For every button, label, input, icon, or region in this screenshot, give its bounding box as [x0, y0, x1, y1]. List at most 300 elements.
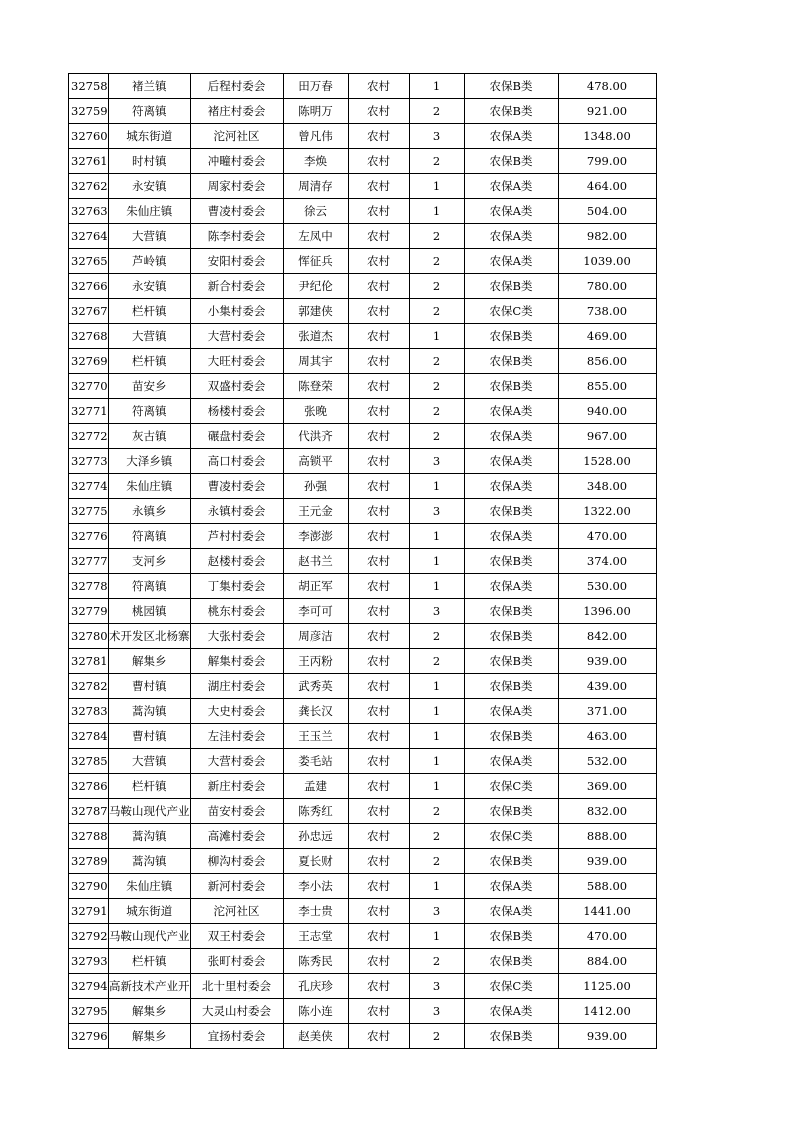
cell-amount: 1348.00	[558, 124, 656, 149]
cell-record-id: 32759	[69, 99, 109, 124]
cell-member-count: 1	[409, 324, 464, 349]
cell-amount: 832.00	[558, 799, 656, 824]
cell-member-count: 2	[409, 824, 464, 849]
cell-insurance-category: 农保A类	[464, 574, 558, 599]
cell-village-committee: 左洼村委会	[190, 724, 283, 749]
cell-member-count: 1	[409, 874, 464, 899]
cell-village-committee: 大营村委会	[190, 324, 283, 349]
cell-village-committee: 赵楼村委会	[190, 549, 283, 574]
table-row	[69, 699, 657, 724]
cell-village-committee: 碾盘村委会	[190, 424, 283, 449]
table-row	[69, 424, 657, 449]
cell-person-name: 李士贵	[283, 899, 348, 924]
cell-town: 曹村镇	[109, 724, 191, 749]
cell-member-count: 2	[409, 149, 464, 174]
cell-record-id: 32769	[69, 349, 109, 374]
cell-member-count: 1	[409, 724, 464, 749]
cell-record-id: 32767	[69, 299, 109, 324]
cell-member-count: 2	[409, 249, 464, 274]
cell-amount: 532.00	[558, 749, 656, 774]
cell-member-count: 2	[409, 649, 464, 674]
cell-household-type: 农村	[348, 349, 409, 374]
cell-town: 栏杆镇	[109, 774, 191, 799]
cell-village-committee: 双盛村委会	[190, 374, 283, 399]
cell-household-type: 农村	[348, 924, 409, 949]
cell-insurance-category: 农保B类	[464, 274, 558, 299]
cell-insurance-category: 农保B类	[464, 74, 558, 99]
cell-person-name: 田万春	[283, 74, 348, 99]
table-row	[69, 274, 657, 299]
cell-person-name: 孟建	[283, 774, 348, 799]
table-row	[69, 174, 657, 199]
cell-insurance-category: 农保A类	[464, 174, 558, 199]
cell-member-count: 1	[409, 549, 464, 574]
cell-town: 城东街道	[109, 899, 191, 924]
table-row	[69, 324, 657, 349]
cell-record-id: 32789	[69, 849, 109, 874]
cell-household-type: 农村	[348, 899, 409, 924]
cell-amount: 1441.00	[558, 899, 656, 924]
cell-member-count: 1	[409, 474, 464, 499]
cell-record-id: 32766	[69, 274, 109, 299]
cell-village-committee: 永镇村委会	[190, 499, 283, 524]
cell-town: 解集乡	[109, 1024, 191, 1049]
cell-household-type: 农村	[348, 474, 409, 499]
cell-person-name: 张道杰	[283, 324, 348, 349]
cell-member-count: 2	[409, 624, 464, 649]
cell-household-type: 农村	[348, 599, 409, 624]
cell-village-committee: 解集村委会	[190, 649, 283, 674]
cell-person-name: 李澎澎	[283, 524, 348, 549]
cell-person-name: 胡正军	[283, 574, 348, 599]
cell-village-committee: 沱河社区	[190, 124, 283, 149]
cell-person-name: 王丙粉	[283, 649, 348, 674]
cell-insurance-category: 农保B类	[464, 1024, 558, 1049]
cell-person-name: 曾凡伟	[283, 124, 348, 149]
cell-village-committee: 小集村委会	[190, 299, 283, 324]
cell-village-committee: 柳沟村委会	[190, 849, 283, 874]
cell-record-id: 32758	[69, 74, 109, 99]
cell-person-name: 郭建侠	[283, 299, 348, 324]
cell-member-count: 2	[409, 799, 464, 824]
cell-town: 芦岭镇	[109, 249, 191, 274]
cell-insurance-category: 农保B类	[464, 374, 558, 399]
cell-village-committee: 新合村委会	[190, 274, 283, 299]
cell-insurance-category: 农保A类	[464, 124, 558, 149]
cell-household-type: 农村	[348, 449, 409, 474]
cell-member-count: 3	[409, 499, 464, 524]
cell-insurance-category: 农保A类	[464, 199, 558, 224]
cell-village-committee: 大史村委会	[190, 699, 283, 724]
cell-amount: 371.00	[558, 699, 656, 724]
cell-household-type: 农村	[348, 674, 409, 699]
cell-member-count: 3	[409, 899, 464, 924]
cell-insurance-category: 农保A类	[464, 474, 558, 499]
cell-amount: 530.00	[558, 574, 656, 599]
cell-village-committee: 芦村村委会	[190, 524, 283, 549]
cell-insurance-category: 农保C类	[464, 824, 558, 849]
cell-village-committee: 丁集村委会	[190, 574, 283, 599]
cell-village-committee: 周家村委会	[190, 174, 283, 199]
cell-person-name: 王元金	[283, 499, 348, 524]
cell-insurance-category: 农保C类	[464, 974, 558, 999]
table-row	[69, 849, 657, 874]
cell-record-id: 32772	[69, 424, 109, 449]
cell-record-id: 32770	[69, 374, 109, 399]
cell-village-committee: 陈李村委会	[190, 224, 283, 249]
cell-insurance-category: 农保B类	[464, 624, 558, 649]
cell-household-type: 农村	[348, 699, 409, 724]
cell-record-id: 32788	[69, 824, 109, 849]
cell-village-committee: 曹凌村委会	[190, 199, 283, 224]
cell-town: 栏杆镇	[109, 299, 191, 324]
cell-member-count: 3	[409, 599, 464, 624]
cell-village-committee: 大旺村委会	[190, 349, 283, 374]
cell-person-name: 陈明万	[283, 99, 348, 124]
cell-amount: 588.00	[558, 874, 656, 899]
cell-record-id: 32785	[69, 749, 109, 774]
cell-record-id: 32778	[69, 574, 109, 599]
cell-town: 符离镇	[109, 524, 191, 549]
cell-amount: 1412.00	[558, 999, 656, 1024]
cell-amount: 1396.00	[558, 599, 656, 624]
cell-household-type: 农村	[348, 774, 409, 799]
cell-person-name: 恽征兵	[283, 249, 348, 274]
cell-amount: 842.00	[558, 624, 656, 649]
cell-household-type: 农村	[348, 549, 409, 574]
table-row	[69, 549, 657, 574]
cell-household-type: 农村	[348, 874, 409, 899]
cell-insurance-category: 农保A类	[464, 449, 558, 474]
cell-person-name: 周彦洁	[283, 624, 348, 649]
table-row	[69, 899, 657, 924]
cell-member-count: 1	[409, 924, 464, 949]
cell-record-id: 32771	[69, 399, 109, 424]
cell-amount: 439.00	[558, 674, 656, 699]
cell-village-committee: 大灵山村委会	[190, 999, 283, 1024]
table-row	[69, 449, 657, 474]
table-row	[69, 124, 657, 149]
table-row	[69, 224, 657, 249]
cell-household-type: 农村	[348, 274, 409, 299]
cell-person-name: 尹纪伦	[283, 274, 348, 299]
table-row	[69, 474, 657, 499]
cell-town: 城东街道	[109, 124, 191, 149]
cell-household-type: 农村	[348, 949, 409, 974]
cell-person-name: 徐云	[283, 199, 348, 224]
cell-town: 马鞍山现代产业	[109, 799, 191, 824]
cell-insurance-category: 农保B类	[464, 949, 558, 974]
cell-insurance-category: 农保B类	[464, 349, 558, 374]
table-row	[69, 249, 657, 274]
cell-amount: 967.00	[558, 424, 656, 449]
cell-person-name: 孙忠远	[283, 824, 348, 849]
cell-insurance-category: 农保A类	[464, 224, 558, 249]
cell-record-id: 32791	[69, 899, 109, 924]
cell-record-id: 32763	[69, 199, 109, 224]
cell-person-name: 陈小连	[283, 999, 348, 1024]
cell-amount: 464.00	[558, 174, 656, 199]
cell-record-id: 32796	[69, 1024, 109, 1049]
cell-amount: 799.00	[558, 149, 656, 174]
cell-member-count: 3	[409, 449, 464, 474]
cell-town: 栏杆镇	[109, 949, 191, 974]
cell-town: 永安镇	[109, 274, 191, 299]
cell-household-type: 农村	[348, 999, 409, 1024]
cell-member-count: 3	[409, 999, 464, 1024]
cell-member-count: 2	[409, 1024, 464, 1049]
cell-person-name: 代洪齐	[283, 424, 348, 449]
cell-person-name: 娄毛站	[283, 749, 348, 774]
table-row	[69, 399, 657, 424]
cell-household-type: 农村	[348, 824, 409, 849]
cell-member-count: 3	[409, 124, 464, 149]
cell-member-count: 1	[409, 174, 464, 199]
cell-town: 苗安乡	[109, 374, 191, 399]
cell-town: 蒿沟镇	[109, 824, 191, 849]
cell-household-type: 农村	[348, 649, 409, 674]
cell-amount: 469.00	[558, 324, 656, 349]
cell-town: 朱仙庄镇	[109, 474, 191, 499]
cell-village-committee: 北十里村委会	[190, 974, 283, 999]
cell-town: 解集乡	[109, 649, 191, 674]
cell-town: 曹村镇	[109, 674, 191, 699]
cell-town: 大营镇	[109, 324, 191, 349]
table-row	[69, 74, 657, 99]
cell-village-committee: 张町村委会	[190, 949, 283, 974]
cell-amount: 470.00	[558, 524, 656, 549]
cell-household-type: 农村	[348, 299, 409, 324]
cell-record-id: 32783	[69, 699, 109, 724]
cell-amount: 780.00	[558, 274, 656, 299]
cell-household-type: 农村	[348, 749, 409, 774]
cell-household-type: 农村	[348, 224, 409, 249]
cell-person-name: 陈秀民	[283, 949, 348, 974]
table-row	[69, 199, 657, 224]
cell-record-id: 32784	[69, 724, 109, 749]
cell-town: 蒿沟镇	[109, 699, 191, 724]
cell-record-id: 32794	[69, 974, 109, 999]
cell-member-count: 2	[409, 299, 464, 324]
cell-village-committee: 曹凌村委会	[190, 474, 283, 499]
cell-record-id: 32787	[69, 799, 109, 824]
cell-household-type: 农村	[348, 499, 409, 524]
cell-town: 朱仙庄镇	[109, 874, 191, 899]
cell-household-type: 农村	[348, 324, 409, 349]
cell-member-count: 2	[409, 99, 464, 124]
cell-town: 马鞍山现代产业	[109, 924, 191, 949]
cell-member-count: 1	[409, 574, 464, 599]
cell-amount: 940.00	[558, 399, 656, 424]
cell-record-id: 32781	[69, 649, 109, 674]
cell-household-type: 农村	[348, 124, 409, 149]
cell-household-type: 农村	[348, 424, 409, 449]
cell-person-name: 周其宇	[283, 349, 348, 374]
cell-household-type: 农村	[348, 399, 409, 424]
cell-member-count: 1	[409, 774, 464, 799]
cell-insurance-category: 农保B类	[464, 499, 558, 524]
table-row	[69, 599, 657, 624]
cell-member-count: 2	[409, 274, 464, 299]
cell-insurance-category: 农保B类	[464, 324, 558, 349]
cell-town: 符离镇	[109, 99, 191, 124]
cell-household-type: 农村	[348, 1024, 409, 1049]
cell-record-id: 32773	[69, 449, 109, 474]
cell-village-committee: 桃东村委会	[190, 599, 283, 624]
cell-village-committee: 湖庄村委会	[190, 674, 283, 699]
cell-insurance-category: 农保C类	[464, 299, 558, 324]
cell-insurance-category: 农保A类	[464, 874, 558, 899]
table-body	[69, 74, 657, 1049]
cell-village-committee: 褚庄村委会	[190, 99, 283, 124]
table-row	[69, 1024, 657, 1049]
cell-member-count: 2	[409, 349, 464, 374]
cell-town: 褚兰镇	[109, 74, 191, 99]
cell-amount: 1125.00	[558, 974, 656, 999]
cell-insurance-category: 农保B类	[464, 849, 558, 874]
cell-insurance-category: 农保A类	[464, 399, 558, 424]
cell-insurance-category: 农保A类	[464, 524, 558, 549]
cell-insurance-category: 农保A类	[464, 899, 558, 924]
cell-town: 大营镇	[109, 749, 191, 774]
cell-household-type: 农村	[348, 249, 409, 274]
cell-amount: 1528.00	[558, 449, 656, 474]
cell-member-count: 1	[409, 749, 464, 774]
table-row	[69, 149, 657, 174]
table-row	[69, 99, 657, 124]
cell-household-type: 农村	[348, 174, 409, 199]
cell-amount: 463.00	[558, 724, 656, 749]
cell-person-name: 李小法	[283, 874, 348, 899]
cell-insurance-category: 农保A类	[464, 249, 558, 274]
cell-village-committee: 新庄村委会	[190, 774, 283, 799]
cell-village-committee: 大营村委会	[190, 749, 283, 774]
cell-person-name: 孙强	[283, 474, 348, 499]
table-row	[69, 749, 657, 774]
cell-member-count: 1	[409, 74, 464, 99]
cell-town: 解集乡	[109, 999, 191, 1024]
table-row	[69, 824, 657, 849]
table-row	[69, 649, 657, 674]
cell-person-name: 周清存	[283, 174, 348, 199]
cell-town: 大泽乡镇	[109, 449, 191, 474]
cell-household-type: 农村	[348, 849, 409, 874]
cell-town: 朱仙庄镇	[109, 199, 191, 224]
cell-town: 栏杆镇	[109, 349, 191, 374]
cell-record-id: 32762	[69, 174, 109, 199]
cell-record-id: 32776	[69, 524, 109, 549]
table-row	[69, 374, 657, 399]
table-row	[69, 299, 657, 324]
cell-amount: 888.00	[558, 824, 656, 849]
cell-insurance-category: 农保A类	[464, 699, 558, 724]
cell-village-committee: 高滩村委会	[190, 824, 283, 849]
cell-household-type: 农村	[348, 99, 409, 124]
table-row	[69, 974, 657, 999]
subsidy-table	[68, 73, 657, 1049]
table-row	[69, 799, 657, 824]
cell-record-id: 32775	[69, 499, 109, 524]
cell-person-name: 赵美侠	[283, 1024, 348, 1049]
cell-household-type: 农村	[348, 624, 409, 649]
cell-amount: 921.00	[558, 99, 656, 124]
cell-member-count: 3	[409, 974, 464, 999]
table-row	[69, 624, 657, 649]
cell-insurance-category: 农保C类	[464, 774, 558, 799]
cell-amount: 856.00	[558, 349, 656, 374]
cell-town: 永镇乡	[109, 499, 191, 524]
cell-person-name: 赵书兰	[283, 549, 348, 574]
cell-record-id: 32780	[69, 624, 109, 649]
table-row	[69, 924, 657, 949]
cell-town: 永安镇	[109, 174, 191, 199]
cell-record-id: 32760	[69, 124, 109, 149]
cell-town: 时村镇	[109, 149, 191, 174]
cell-town: 高新技术产业开	[109, 974, 191, 999]
table-row	[69, 724, 657, 749]
cell-person-name: 王玉兰	[283, 724, 348, 749]
cell-insurance-category: 农保A类	[464, 749, 558, 774]
cell-household-type: 农村	[348, 974, 409, 999]
cell-amount: 1039.00	[558, 249, 656, 274]
cell-member-count: 2	[409, 424, 464, 449]
cell-record-id: 32795	[69, 999, 109, 1024]
cell-person-name: 孔庆珍	[283, 974, 348, 999]
cell-town: 符离镇	[109, 399, 191, 424]
cell-insurance-category: 农保A类	[464, 424, 558, 449]
cell-person-name: 王志堂	[283, 924, 348, 949]
cell-town: 桃园镇	[109, 599, 191, 624]
cell-member-count: 1	[409, 524, 464, 549]
cell-amount: 982.00	[558, 224, 656, 249]
cell-amount: 348.00	[558, 474, 656, 499]
cell-household-type: 农村	[348, 799, 409, 824]
cell-town: 大营镇	[109, 224, 191, 249]
cell-person-name: 龚长汉	[283, 699, 348, 724]
cell-insurance-category: 农保B类	[464, 924, 558, 949]
cell-village-committee: 杨楼村委会	[190, 399, 283, 424]
cell-amount: 369.00	[558, 774, 656, 799]
cell-amount: 1322.00	[558, 499, 656, 524]
cell-member-count: 1	[409, 699, 464, 724]
cell-village-committee: 双王村委会	[190, 924, 283, 949]
cell-insurance-category: 农保B类	[464, 799, 558, 824]
cell-record-id: 32765	[69, 249, 109, 274]
cell-town: 支河乡	[109, 549, 191, 574]
table-row	[69, 999, 657, 1024]
cell-record-id: 32793	[69, 949, 109, 974]
cell-amount: 855.00	[558, 374, 656, 399]
cell-insurance-category: 农保B类	[464, 649, 558, 674]
cell-village-committee: 高口村委会	[190, 449, 283, 474]
table-row	[69, 524, 657, 549]
cell-village-committee: 冲疃村委会	[190, 149, 283, 174]
table-row	[69, 774, 657, 799]
cell-town: 术开发区北杨寨	[109, 624, 191, 649]
cell-person-name: 李可可	[283, 599, 348, 624]
cell-person-name: 夏长财	[283, 849, 348, 874]
cell-amount: 939.00	[558, 1024, 656, 1049]
table-row	[69, 674, 657, 699]
cell-record-id: 32779	[69, 599, 109, 624]
cell-household-type: 农村	[348, 724, 409, 749]
cell-member-count: 2	[409, 374, 464, 399]
cell-village-committee: 大张村委会	[190, 624, 283, 649]
cell-person-name: 左凤中	[283, 224, 348, 249]
cell-record-id: 32786	[69, 774, 109, 799]
table-row	[69, 499, 657, 524]
cell-member-count: 2	[409, 399, 464, 424]
